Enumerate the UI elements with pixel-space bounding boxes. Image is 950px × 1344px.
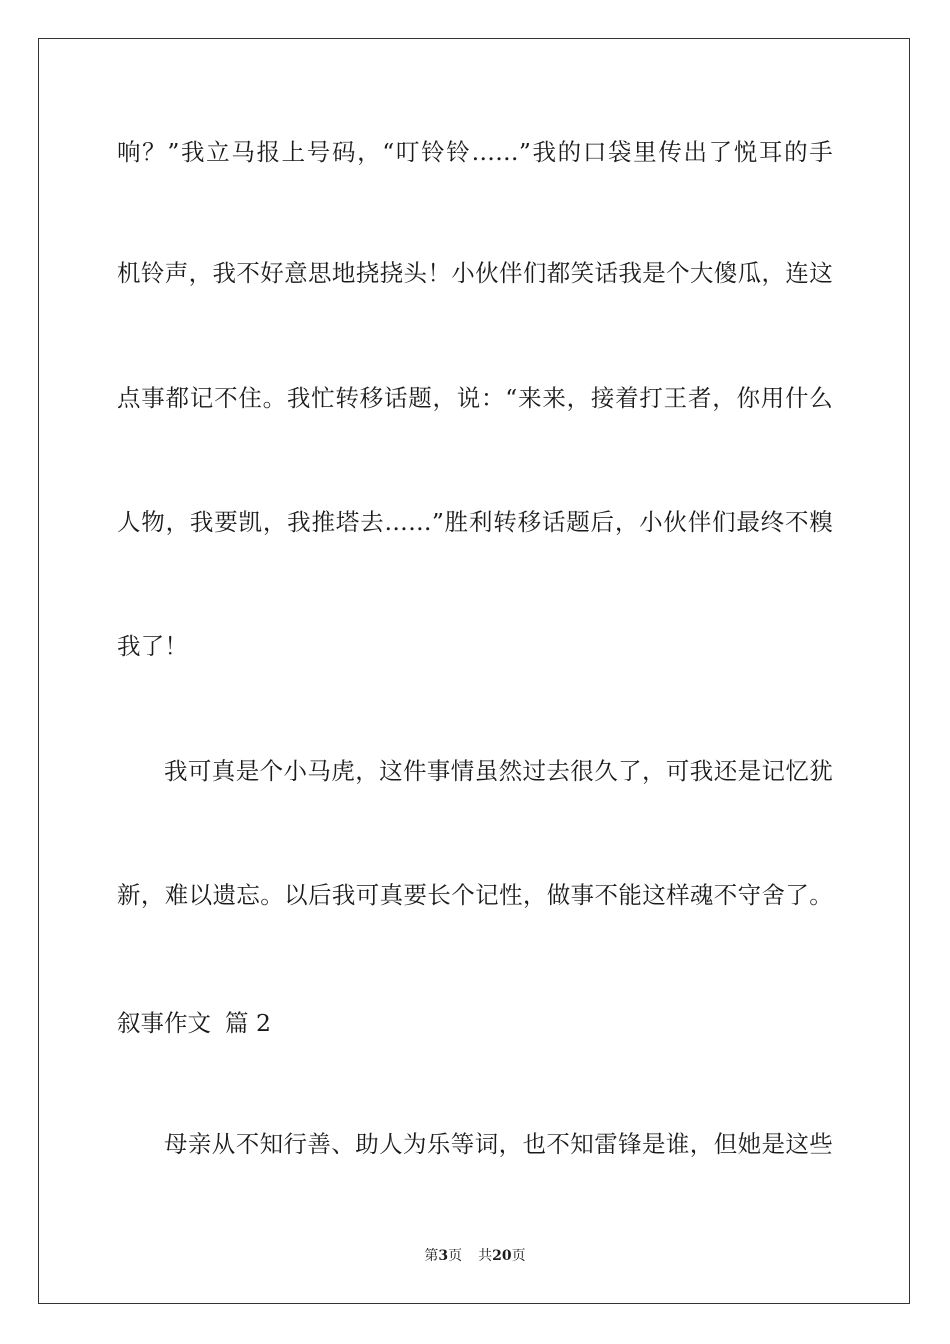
section-heading-number: 篇 2	[225, 1009, 271, 1037]
paragraph-line: 母亲从不知行善、助人为乐等词，也不知雷锋是谁，但她是这些	[164, 1130, 833, 1158]
page-number: 3	[438, 1248, 449, 1264]
page-footer	[0, 1247, 950, 1265]
total-pages: 20	[492, 1248, 512, 1264]
paragraph-line: 新，难以遗忘。以后我可真要长个记性，做事不能这样魂不守舍了。	[117, 881, 833, 909]
section-heading	[117, 1008, 271, 1038]
paragraph-line: 点事都记不住。我忙转移话题，说：“来来，接着打王者，你用什么	[117, 384, 833, 412]
section-heading-title: 叙事作文	[117, 1009, 211, 1037]
page-number-prefix: 第	[424, 1248, 439, 1264]
paragraph-line: 我可真是个小马虎，这件事情虽然过去很久了，可我还是记忆犹	[164, 757, 833, 785]
page-border	[38, 38, 910, 1304]
total-pages-suffix: 页	[511, 1248, 526, 1264]
paragraph-line: 响？”我立马报上号码，“叮铃铃……”我的口袋里传出了悦耳的手	[117, 138, 833, 166]
paragraph-line: 机铃声，我不好意思地挠挠头！小伙伴们都笑话我是个大傻瓜，连这	[117, 259, 833, 287]
page-number-suffix: 页	[448, 1248, 463, 1264]
total-pages-prefix: 共	[478, 1248, 493, 1264]
paragraph-line: 我了！	[117, 632, 189, 660]
paragraph-line: 人物，我要凯，我推塔去……”胜利转移话题后，小伙伴们最终不糗	[117, 508, 833, 536]
